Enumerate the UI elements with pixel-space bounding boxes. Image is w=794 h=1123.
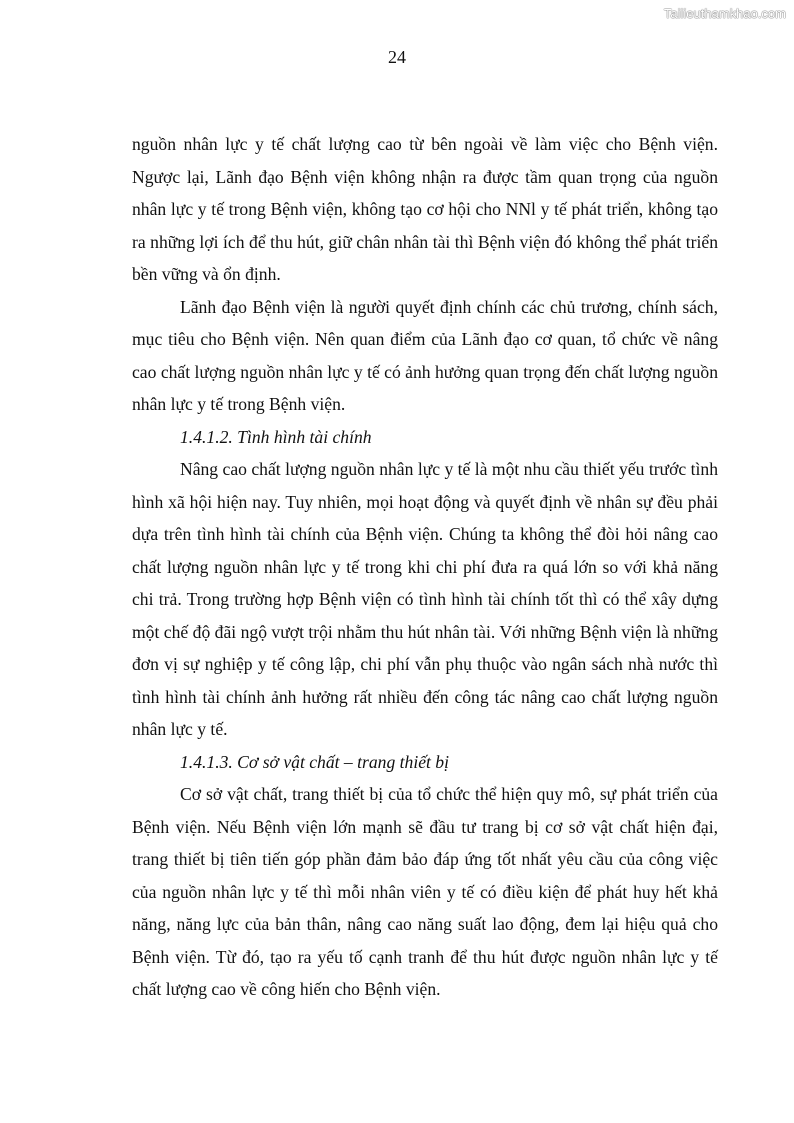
page-number: 24 — [388, 47, 406, 67]
paragraph-finance: Nâng cao chất lượng nguồn nhân lực y tế là một nhu cầu thiết yếu trước tình hình xã hội hiện nay. Tuy nhiên, mọi hoạt động và quyết định về nhân sự đều phải dựa trên tình hình tài chính của Bệnh viện. Chúng ta không thể đòi hỏi nâng cao chất lượng nguồn nhân lực y tế trong khi chi phí đưa ra quá lớn so với khả năng chi trả. Trong trường hợp Bệnh viện có tình hình tài chính tốt thì có thể xây dựng một chế độ đãi ngộ vượt trội nhằm thu hút nhân tài. Với những Bệnh viện là những đơn vị sự nghiệp y tế công lập, chi phí vẫn phụ thuộc vào ngân sách nhà nước thì tình hình tài chính ảnh hưởng rất nhiều đến công tác nâng cao chất lượng nguồn nhân lực y tế. — [132, 459, 718, 739]
paragraph-leadership: Lãnh đạo Bệnh viện là người quyết định chính các chủ trương, chính sách, mục tiêu cho Bệnh viện. Nên quan điểm của Lãnh đạo cơ quan, tổ chức về nâng cao chất lượng nguồn nhân lực y tế có ảnh hưởng quan trọng đến chất lượng nguồn nhân lực y tế trong Bệnh viện. — [132, 296, 718, 414]
watermark: Tailieuthamkhao.com — [663, 6, 786, 21]
paragraph-facilities: Cơ sở vật chất, trang thiết bị của tổ chức thể hiện quy mô, sự phát triển của Bệnh viện. Nếu Bệnh viện lớn mạnh sẽ đầu tư trang bị cơ sở vật chất hiện đại, trang thiết bị tiên tiến góp phần đảm bảo đáp ứng tốt nhất yêu cầu của công việc của nguồn nhân lực y tế thì mỗi nhân viên y tế có điều kiện để phát huy hết khả năng, năng lực của bản thân, nâng cao năng suất lao động, đem lại hiệu quả cho Bệnh viện. Từ đó, tạo ra yếu tố cạnh tranh để thu hút được nguồn nhân lực y tế chất lượng cao về công hiến cho Bệnh viện. — [132, 784, 718, 999]
document-body — [132, 128, 718, 1006]
paragraph-continuation: nguồn nhân lực y tế chất lượng cao từ bên ngoài về làm việc cho Bệnh viện. Ngược lại, Lãnh đạo Bệnh viện không nhận ra được tầm quan trọng của nguồn nhân lực y tế trong Bệnh viện, không tạo cơ hội cho NNl y tế phát triển, không tạo ra những lợi ích để thu hút, giữ chân nhân tài thì Bệnh viện đó không thể phát triển bền vững và ổn định. — [132, 134, 718, 284]
section-heading-finance: 1.4.1.2. Tình hình tài chính — [180, 426, 372, 447]
section-heading-facilities: 1.4.1.3. Cơ sở vật chất – trang thiết bị — [180, 751, 449, 772]
